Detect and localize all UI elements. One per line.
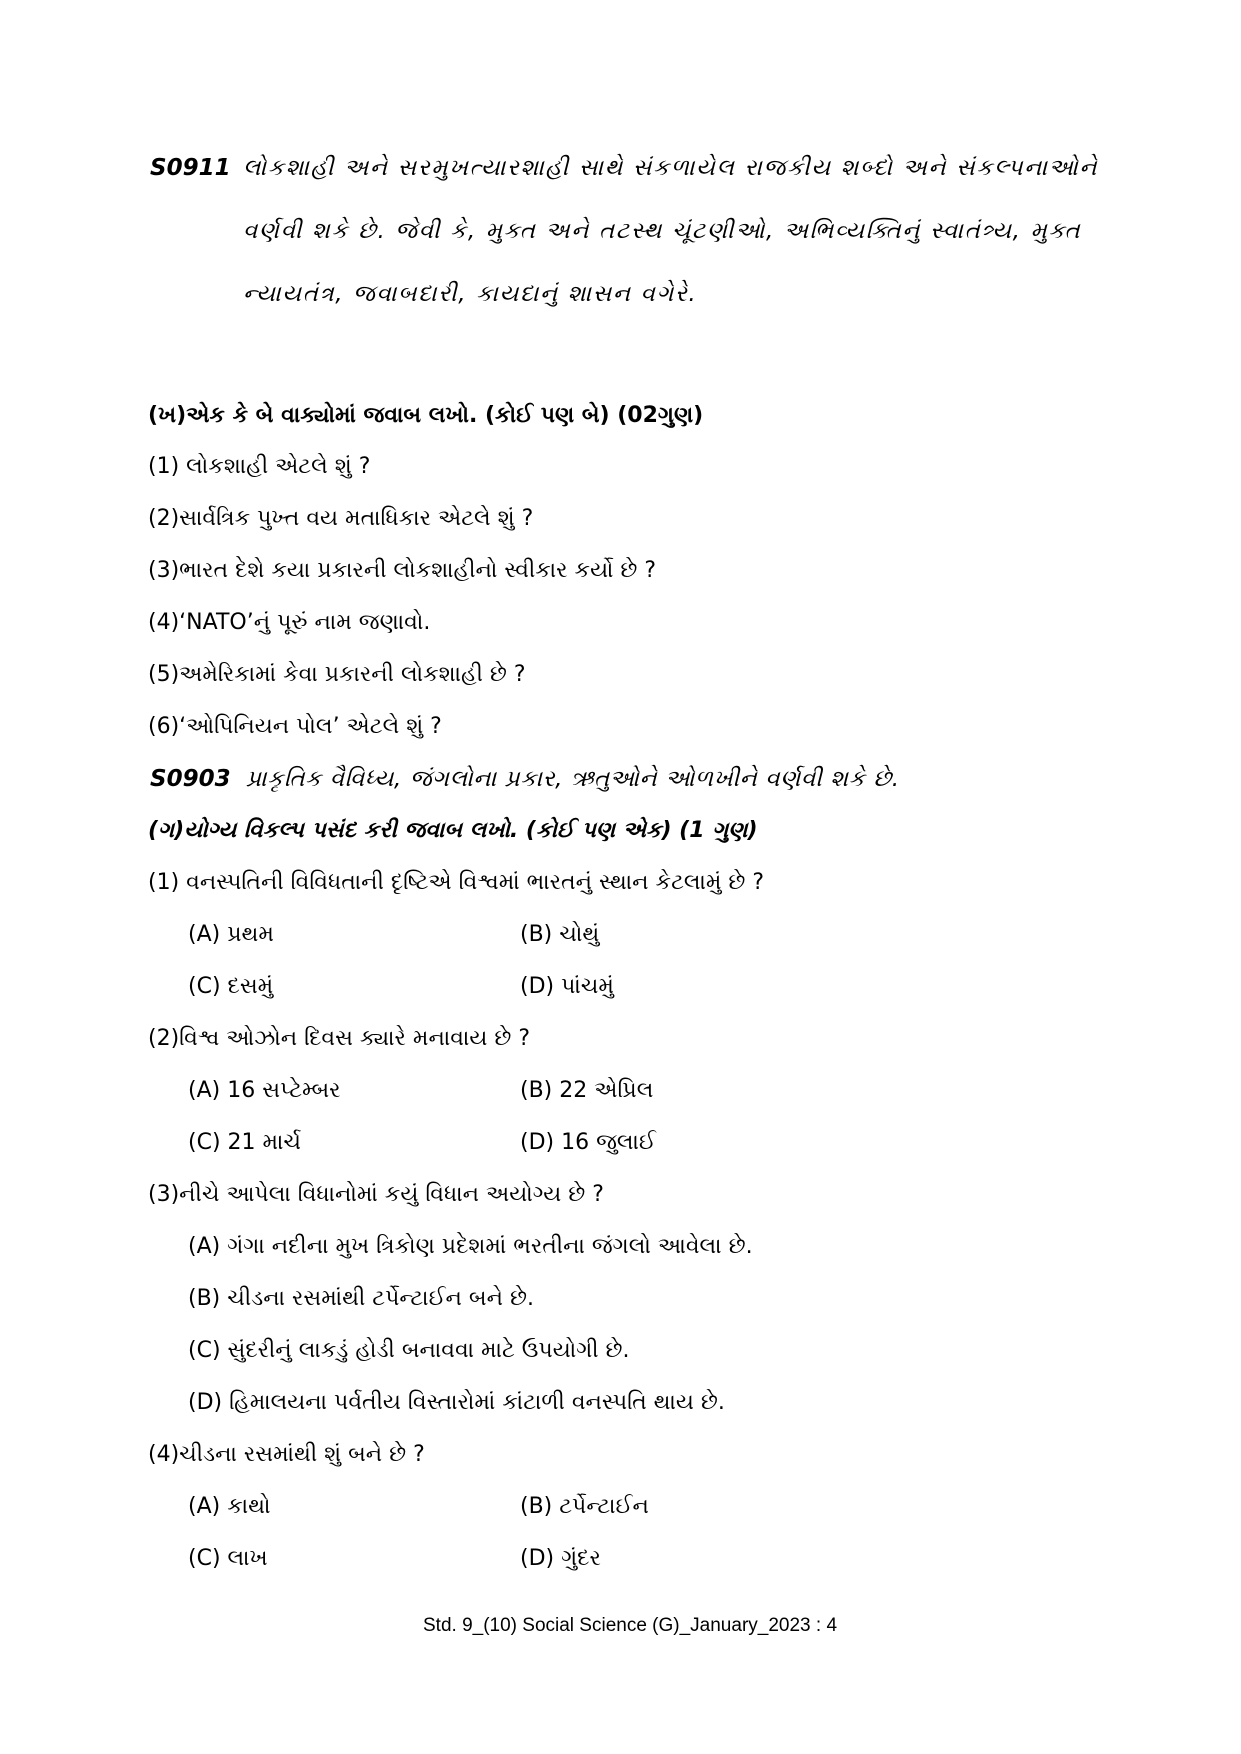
learning-outcome-code: S0903 (150, 766, 231, 792)
option: (C) લાખ (188, 1546, 268, 1571)
section-ga-heading: (ગ)યોગ્ય વિકલ્પ પસંદ કરી જવાબ લખો. (કોઈ પણ એક) (1 ગુણ) (148, 818, 758, 843)
option: (A) પ્રથમ (188, 922, 274, 947)
option: (C) 21 માર્ચ (188, 1130, 302, 1155)
option: (B) ટર્પેન્ટાઈન (520, 1494, 649, 1519)
option: (D) ગુંદર (520, 1546, 601, 1571)
question-text: (1) લોકશાહી એટલે શું ? (148, 454, 371, 479)
option: (D) હિમાલયના પર્વતીય વિસ્તારોમાં કાંટાળી વનસ્પતિ થાય છે. (188, 1390, 725, 1415)
option: (B) ચોથું (520, 922, 600, 947)
option: (A) ગંગા નદીના મુખ ત્રિકોણ પ્રદેશમાં ભરતીના જંગલો આવેલા છે. (188, 1234, 753, 1259)
learning-outcome-line: પ્રાકૃતિક વૈવિધ્ય, જંગલોના પ્રકાર, ઋતુઓને ઓળખીને વર્ણવી શકે છે. (246, 766, 900, 792)
option: (C) દસમું (188, 974, 274, 999)
learning-outcome-code: S0911 (150, 155, 231, 181)
question-text: (4)‘NATO’નું પૂરું નામ જણાવો. (148, 610, 431, 635)
option: (C) સુંદરીનું લાકડું હોડી બનાવવા માટે ઉપયોગી છે. (188, 1338, 630, 1363)
question-text: (1) વનસ્પતિની વિવિધતાની દૃષ્ટિએ વિશ્વમાં ભારતનું સ્થાન કેટલામું છે ? (148, 870, 765, 895)
option: (D) પાંચમું (520, 974, 614, 999)
question-text: (3)ભારત દેશે કયા પ્રકારની લોકશાહીનો સ્વીકાર કર્યો છે ? (148, 558, 657, 583)
question-text: (2)સાર્વત્રિક પુખ્ત વય મતાધિકાર એટલે શું ? (148, 506, 534, 531)
section-kha-heading: (ખ)એક કે બે વાક્યોમાં જવાબ લખો. (કોઈ પણ બે) (02ગુણ) (148, 403, 704, 428)
option: (A) કાથો (188, 1494, 271, 1519)
question-text: (4)ચીડના રસમાંથી શું બને છે ? (148, 1442, 425, 1467)
question-text: (6)‘ઓપિનિયન પોલ’ એટલે શું ? (148, 714, 442, 739)
option: (D) 16 જુલાઈ (520, 1130, 656, 1155)
question-text: (5)અમેરિકામાં કેવા પ્રકારની લોકશાહી છે ? (148, 662, 526, 687)
page-footer: Std. 9_(10) Social Science (G)_January_2023 : 4 (423, 1615, 838, 1636)
question-text: (2)વિશ્વ ઓઝોન દિવસ ક્યારે મનાવાય છે ? (148, 1026, 531, 1051)
learning-outcome-line: વર્ણવી શકે છે. જેવી કે, મુક્ત અને તટસ્થ ચૂંટણીઓ, અભિવ્યક્તિનું સ્વાતંત્ર્ય, મુક્ત (243, 218, 1082, 244)
option: (B) ચીડના રસમાંથી ટર્પેન્ટાઈન બને છે. (188, 1286, 534, 1311)
learning-outcome-line: લોકશાહી અને સરમુખત્યારશાહી સાથે સંકળાયેલ રાજકીય શબ્દો અને સંકલ્પનાઓને (243, 155, 1099, 181)
question-text: (3)નીચે આપેલા વિધાનોમાં કયું વિધાન અયોગ્ય છે ? (148, 1182, 604, 1207)
option: (B) 22 એપ્રિલ (520, 1078, 654, 1103)
learning-outcome-line: ન્યાયતંત્ર, જવાબદારી, કાયદાનું શાસન વગેરે. (243, 281, 698, 307)
option: (A) 16 સપ્ટેમ્બર (188, 1078, 341, 1103)
